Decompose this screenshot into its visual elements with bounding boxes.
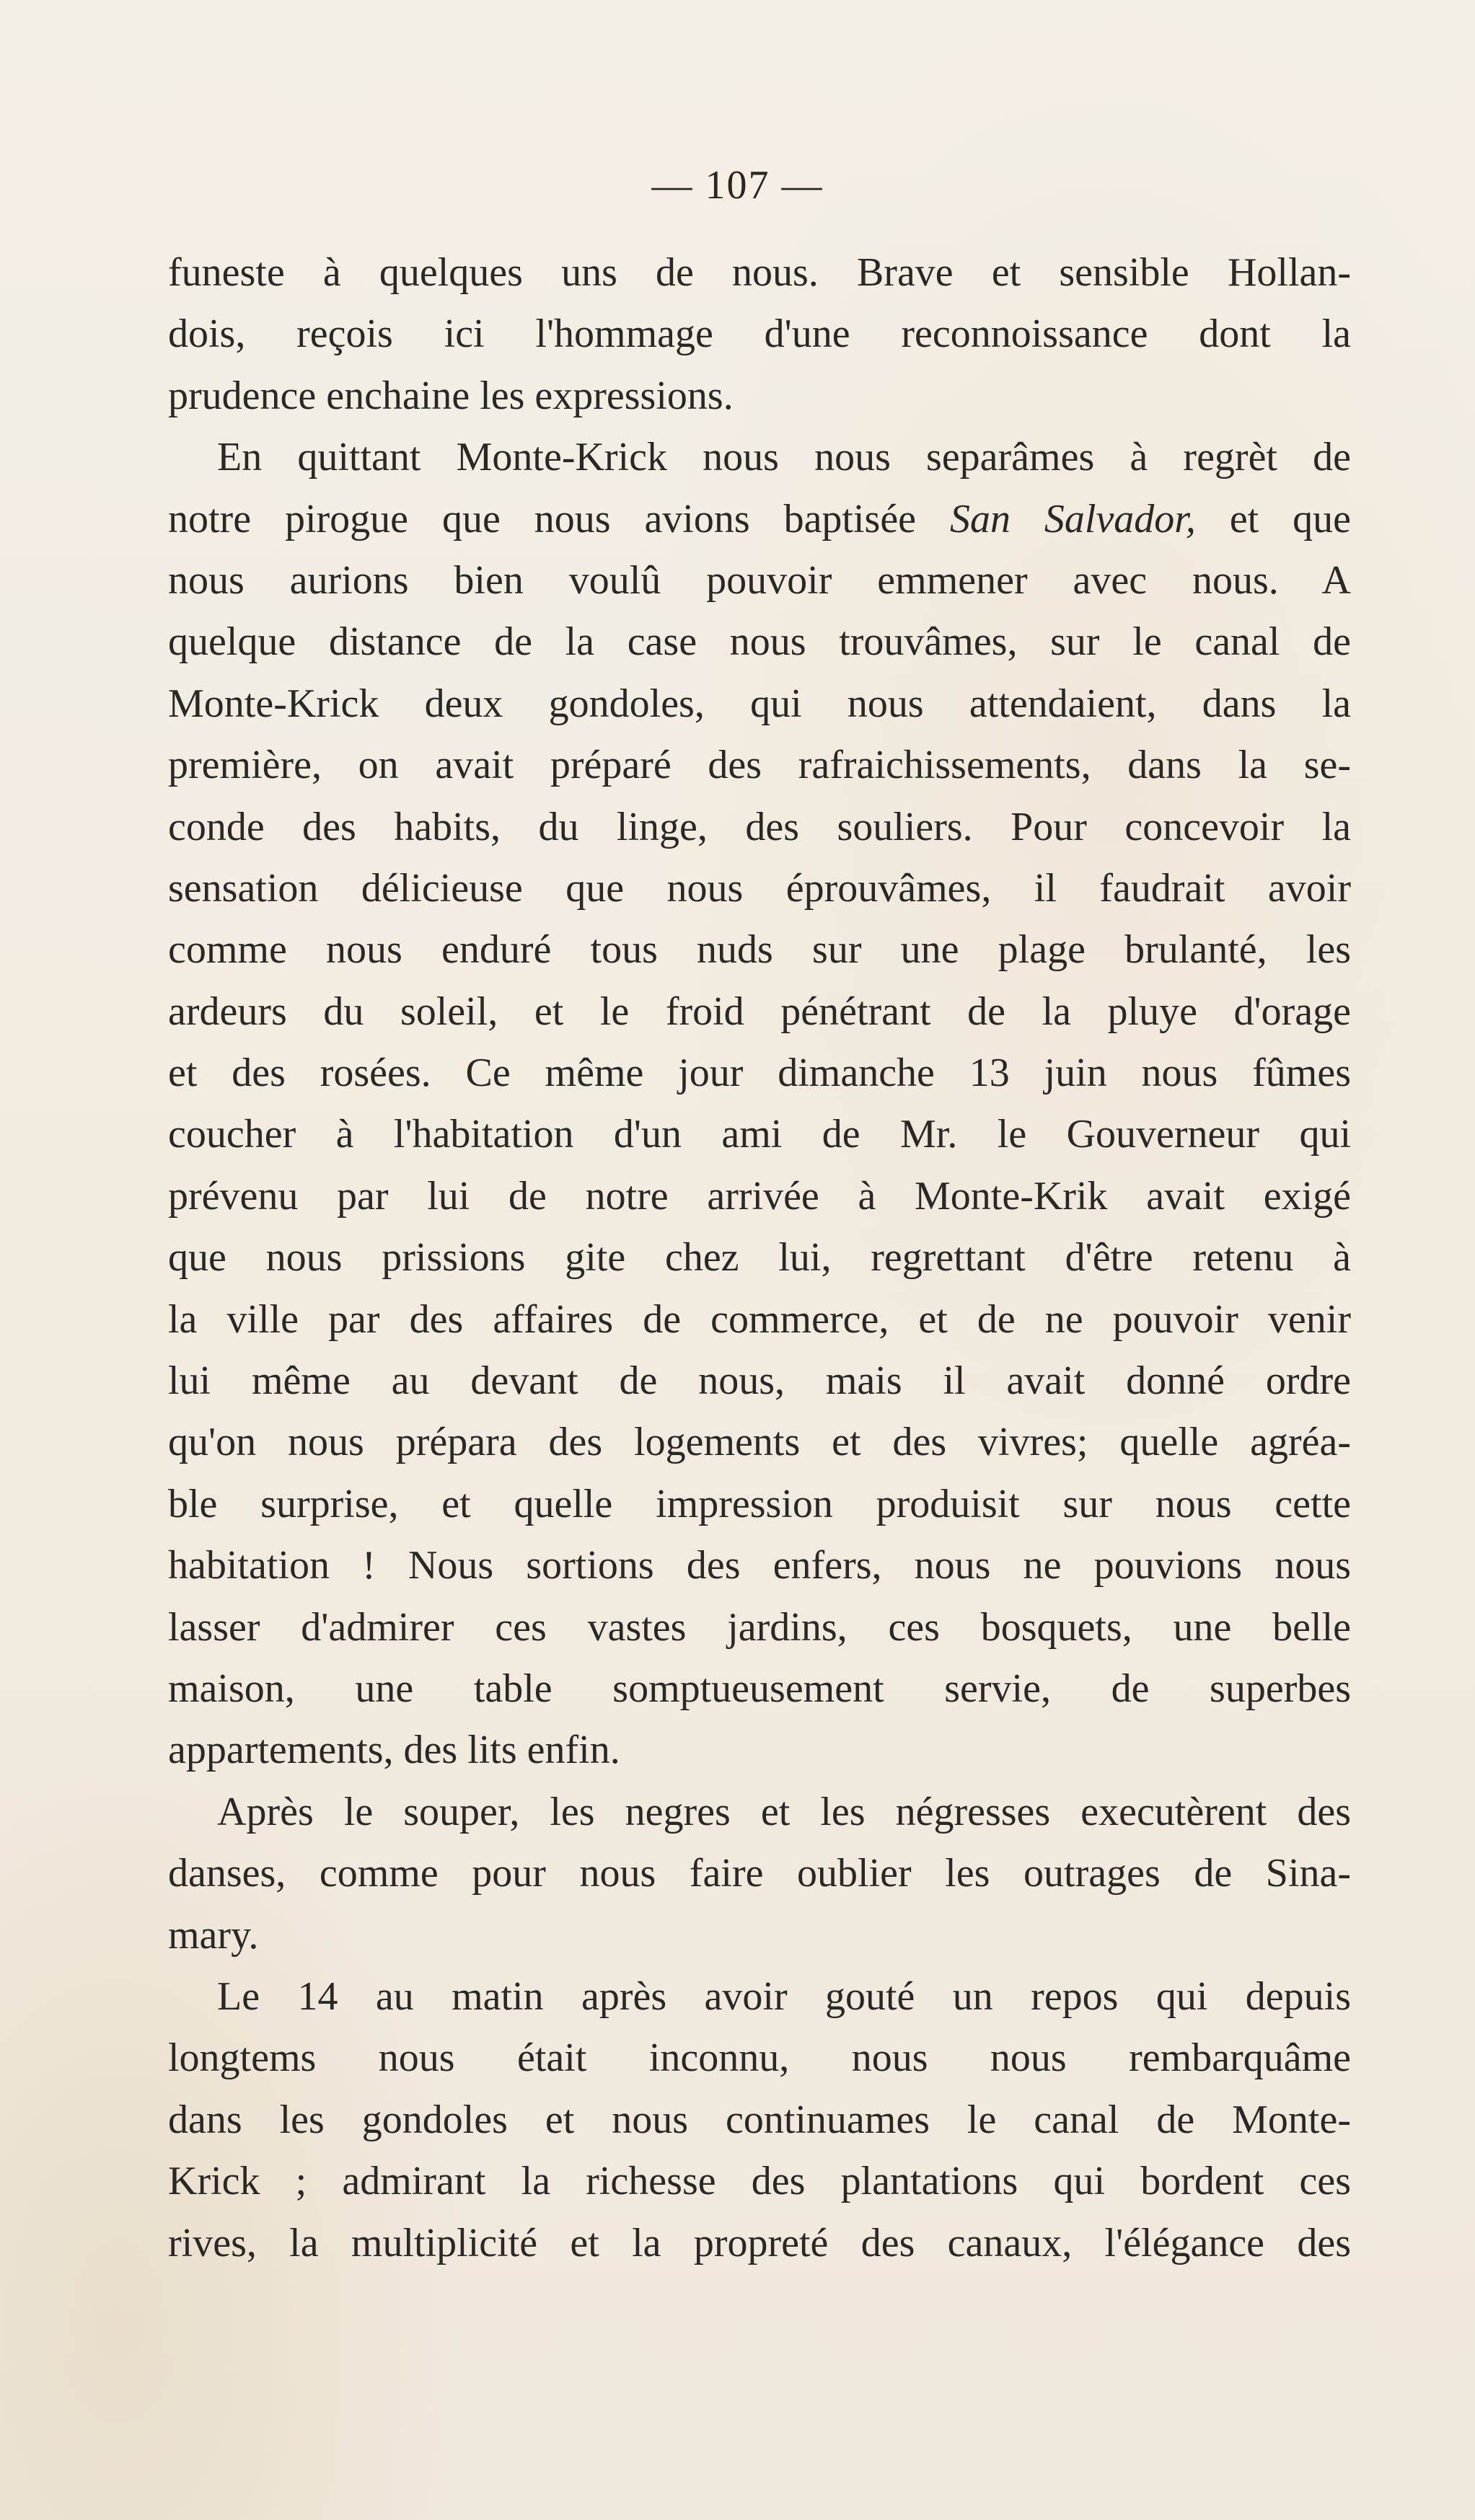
- text-line: première, on avait préparé des rafraichissements, dans la se-: [168, 743, 1351, 788]
- text-line: comme nous enduré tous nuds sur une plage brulanté, les: [168, 927, 1351, 973]
- text-line: lasser d'admirer ces vastes jardins, ces bosquets, une belle: [168, 1604, 1351, 1650]
- text-segment: notre pirogue que nous avions baptisée: [168, 496, 917, 541]
- text-line: danses, comme pour nous faire oublier les outrages de Sina-: [168, 1851, 1351, 1896]
- body-text: [168, 242, 1351, 2274]
- paragraph-start-line: Le 14 au matin après avoir gouté un repos qui depuis: [217, 1973, 1351, 2019]
- italic-boat-name: San Salvador,: [949, 496, 1196, 541]
- paragraph-start-line: Après le souper, les negres et les négresses executèrent des: [217, 1789, 1351, 1834]
- text-line: coucher à l'habitation d'un ami de Mr. le Gouverneur qui: [168, 1112, 1351, 1157]
- text-line-with-italic: [168, 489, 1351, 550]
- text-line: dans les gondoles et nous continuames le canal de Monte-: [168, 2097, 1351, 2142]
- text-line: longtems nous était inconnu, nous nous rembarquâme: [168, 2035, 1351, 2081]
- text-line: nous aurions bien voulû pouvoir emmener avec nous. A: [168, 557, 1351, 603]
- text-line: Krick ; admirant la richesse des plantations qui bordent ces: [168, 2159, 1351, 2204]
- text-line: ble surprise, et quelle impression produisit sur nous cette: [168, 1481, 1351, 1526]
- text-line: ardeurs du soleil, et le froid pénétrant de la pluye d'orage: [168, 989, 1351, 1034]
- text-line: la ville par des affaires de commerce, et de ne pouvoir venir: [168, 1296, 1351, 1342]
- text-line: appartements, des lits enfin.: [168, 1728, 620, 1773]
- text-line: rives, la multiplicité et la propreté des canaux, l'élégance des: [168, 2220, 1351, 2265]
- text-line: que nous prissions gite chez lui, regrettant d'être retenu à: [168, 1235, 1351, 1281]
- text-line: prudence enchaine les expressions.: [168, 373, 734, 418]
- text-line: lui même au devant de nous, mais il avait donné ordre: [168, 1358, 1351, 1404]
- text-line: funeste à quelques uns de nous. Brave et sensible Hollan-: [168, 250, 1351, 295]
- text-line: prévenu par lui de notre arrivée à Monte-Krik avait exigé: [168, 1173, 1351, 1219]
- text-line: et des rosées. Ce même jour dimanche 13 juin nous fûmes: [168, 1051, 1351, 1096]
- paragraph-start-line: En quittant Monte-Krick nous nous separâmes à regrèt de: [217, 435, 1351, 480]
- text-segment: et que: [1229, 496, 1351, 541]
- text-line: quelque distance de la case nous trouvâmes, sur le canal de: [168, 619, 1351, 665]
- text-line: habitation ! Nous sortions des enfers, nous ne pouvions nous: [168, 1543, 1351, 1588]
- text-line: sensation délicieuse que nous éprouvâmes, il faudrait avoir: [168, 865, 1351, 911]
- text-line: conde des habits, du linge, des souliers. Pour concevoir la: [168, 804, 1351, 849]
- text-line: maison, une table somptueusement servie, de superbes: [168, 1666, 1351, 1711]
- page-number-header: — 107 —: [651, 163, 824, 208]
- text-line: mary.: [168, 1912, 259, 1958]
- text-line: Monte-Krick deux gondoles, qui nous attendaient, dans la: [168, 681, 1351, 726]
- text-line: qu'on nous prépara des logements et des vivres; quelle agréa-: [168, 1420, 1351, 1465]
- text-line: dois, reçois ici l'hommage d'une reconnoissance dont la: [168, 311, 1351, 357]
